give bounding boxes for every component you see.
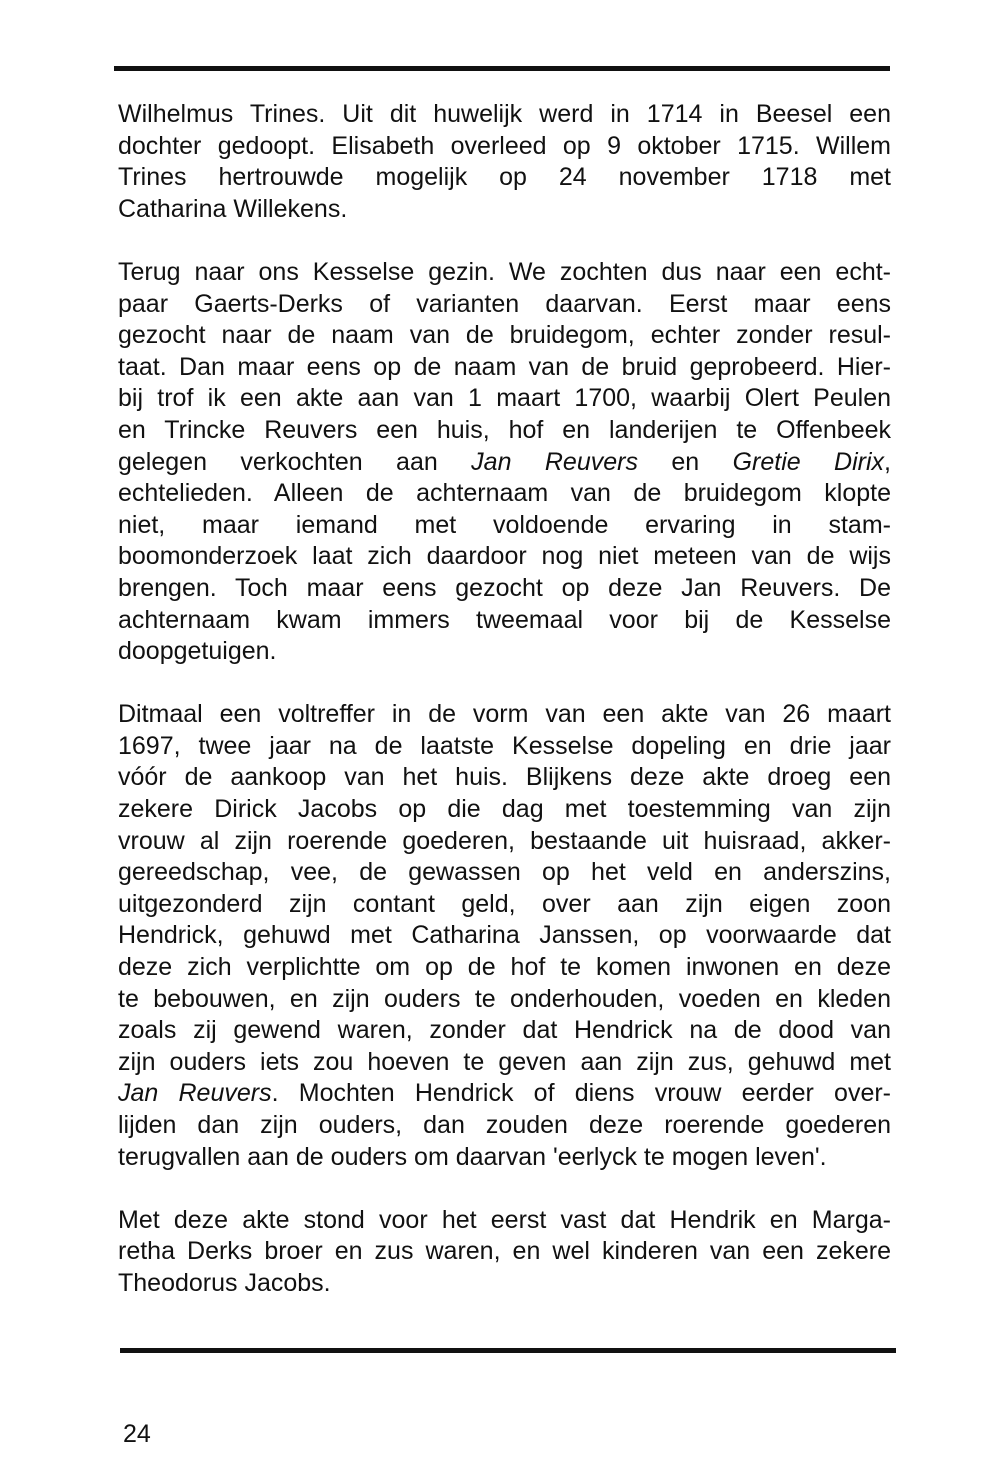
- text-line: [118, 162, 891, 194]
- italic-name: Jan Reuvers: [471, 447, 638, 476]
- text-segment: niet, maar iemand met voldoende ervaring in stam-: [118, 510, 891, 539]
- text-line: [118, 194, 891, 226]
- text-segment: Wilhelmus Trines. Uit dit huwelijk werd in 1714 in Beesel een: [118, 100, 891, 128]
- text-line: [118, 699, 891, 731]
- text-segment: lijden dan zijn ouders, dan zouden deze roerende goederen: [118, 1111, 891, 1139]
- text-segment: retha Derks broer en zus waren, en wel kinderen van een zekere: [118, 1237, 891, 1266]
- text-segment: boomonderzoek laat zich daardoor nog niet meteen van de wijs: [118, 542, 891, 571]
- page-number: 24: [123, 1420, 151, 1448]
- top-rule: [114, 66, 890, 71]
- text-line: [118, 99, 891, 131]
- text-line: [118, 510, 891, 542]
- text-segment: brengen. Toch maar eens gezocht op deze Jan Reuvers. De: [118, 573, 891, 602]
- paragraph: [118, 257, 891, 668]
- text-line: [118, 1268, 891, 1300]
- text-line: [118, 889, 891, 921]
- text-line: [118, 352, 891, 384]
- italic-name: Jan Reuvers: [118, 1079, 272, 1108]
- text-segment: vrouw al zijn roerende goederen, bestaande uit huisraad, akker-: [118, 826, 891, 855]
- text-line: [118, 794, 891, 826]
- text-line: [118, 415, 891, 447]
- text-segment: deze zich verplichtte om op de hof te komen inwonen en deze: [118, 953, 891, 982]
- text-line: [118, 383, 891, 415]
- text-line: [118, 257, 891, 289]
- text-segment: zekere Dirick Jacobs op die dag met toestemming van zijn: [118, 795, 891, 824]
- bottom-rule: [120, 1348, 896, 1353]
- text-segment: zijn ouders iets zou hoeven te geven aan zijn zus, gehuwd met: [118, 1047, 891, 1076]
- text-segment: vóór de aankoop van het huis. Blijkens deze akte droeg een: [118, 763, 891, 792]
- text-line: [118, 731, 891, 763]
- text-line: [118, 605, 891, 637]
- text-segment: Theodorus Jacobs.: [118, 1268, 331, 1297]
- text-segment: doopgetuigen.: [118, 637, 277, 666]
- text-line: [118, 984, 891, 1016]
- text-segment: gereedschap, vee, de gewassen op het veld en anderszins,: [118, 858, 891, 887]
- text-segment: bij trof ik een akte aan van 1 maart 1700, waarbij Olert Peulen: [118, 384, 891, 413]
- text-segment: 1697, twee jaar na de laatste Kesselse dopeling en drie jaar: [118, 731, 891, 760]
- text-segment: Catharina Willekens.: [118, 194, 348, 223]
- text-segment: Ditmaal een voltreffer in de vorm van een akte van 26 maart: [118, 700, 891, 729]
- text-line: [118, 1047, 891, 1079]
- text-line: [118, 1205, 891, 1237]
- paragraph: [118, 1205, 891, 1300]
- text-line: [118, 573, 891, 605]
- text-segment: Trines hertrouwde mogelijk op 24 november 1718 met: [118, 163, 891, 192]
- text-segment: terugvallen aan de ouders om daarvan 'eerlyck te mogen leven'.: [118, 1142, 827, 1171]
- text-segment: . Mochten Hendrick of diens vrouw eerder over-: [271, 1079, 891, 1108]
- text-line: [118, 1142, 891, 1174]
- text-line: [118, 636, 891, 668]
- text-segment: en Trincke Reuvers een huis, hof en landerijen te Offenbeek: [118, 415, 891, 444]
- text-line: [118, 131, 891, 163]
- text-segment: gelegen verkochten aan: [118, 447, 472, 476]
- text-line: [118, 1110, 891, 1142]
- text-segment: te bebouwen, en zijn ouders te onderhouden, voeden en kleden: [118, 984, 891, 1013]
- text-segment: en: [637, 447, 733, 476]
- text-line: [118, 320, 891, 352]
- text-line: [118, 1236, 891, 1268]
- text-line: [118, 857, 891, 889]
- text-segment: zoals zij gewend waren, zonder dat Hendrick na de dood van: [118, 1016, 891, 1045]
- text-line: [118, 289, 891, 321]
- text-segment: echtelieden. Alleen de achternaam van de bruidegom klopte: [118, 479, 891, 508]
- text-segment: Hendrick, gehuwd met Catharina Janssen, op voorwaarde dat: [118, 921, 891, 950]
- text-segment: Terug naar ons Kesselse gezin. We zochten dus naar een echt-: [118, 257, 891, 286]
- text-segment: taat. Dan maar eens op de naam van de bruid geprobeerd. Hier-: [118, 352, 891, 381]
- text-line: [118, 826, 891, 858]
- text-segment: gezocht naar de naam van de bruidegom, echter zonder resul-: [118, 321, 891, 350]
- text-line: [118, 1078, 891, 1110]
- text-segment: paar Gaerts-Derks of varianten daarvan. Eerst maar eens: [118, 289, 891, 318]
- text-line: [118, 952, 891, 984]
- italic-name: Gretie Dirix: [732, 447, 885, 476]
- text-segment: ,: [884, 447, 891, 476]
- text-line: [118, 541, 891, 573]
- text-line: [118, 762, 891, 794]
- text-line: [118, 447, 891, 479]
- text-line: [118, 478, 891, 510]
- text-segment: dochter gedoopt. Elisabeth overleed op 9 oktober 1715. Willem: [118, 131, 891, 160]
- text-segment: uitgezonderd zijn contant geld, over aan zijn eigen zoon: [118, 889, 891, 918]
- text-segment: Met deze akte stond voor het eerst vast dat Hendrik en Marga-: [118, 1205, 891, 1234]
- text-line: [118, 920, 891, 952]
- text-line: [118, 1015, 891, 1047]
- text-segment: achternaam kwam immers tweemaal voor bij de Kesselse: [118, 605, 891, 634]
- paragraph: [118, 99, 891, 225]
- paragraph: [118, 699, 891, 1173]
- body-text: [118, 99, 891, 1300]
